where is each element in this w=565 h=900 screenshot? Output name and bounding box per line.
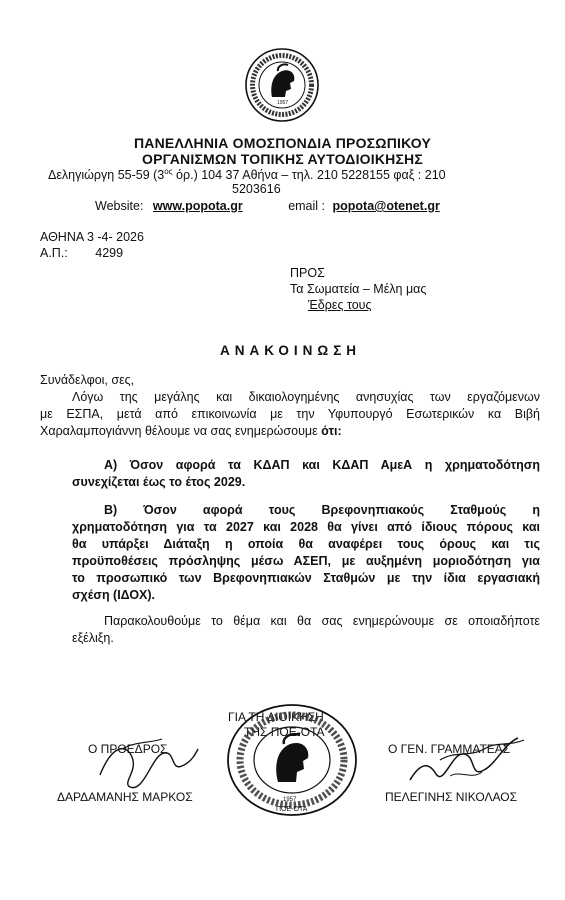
website-link[interactable]: www.popota.gr [152,199,243,213]
org-name-line1: ΠΑΝΕΛΛΗΝΙΑ ΟΜΟΣΠΟΝΔΙΑ ΠΡΟΣΩΠΙΚΟΥ [133,135,432,151]
greeting: Συνάδελφοι, σες, [40,373,135,387]
president-signature [92,735,202,795]
contact-line [95,199,440,213]
stamp-year: 1957 [283,797,297,803]
point-b-line2: χρηματοδότηση για τα 2027 και 2028 θα γίνει από ίδιους πόρους και [72,520,540,534]
stamp-short-name: ΠΟΕ-ΟΤΑ [276,806,308,813]
president-title: Ο ΠΡΟΕΔΡΟΣ [88,742,168,756]
reference-number: Α.Π.: 4299 [40,246,124,260]
address-fax-continued: 5203616 [232,182,281,196]
recipient-to: ΠΡΟΣ [290,266,325,280]
point-b-line6: σχέση (ΙΔΟΧ). [72,588,156,602]
email-label: email : [288,199,326,213]
closing-line1: Παρακολουθούμε το θέμα και θα σας ενημερώνουμε σε οποιαδήποτε [104,614,540,628]
intro-line1: Λόγω της μεγάλης και δικαιολογημένης ανησυχίας των εργαζόμενων [72,390,540,404]
recipient-line1: Τα Σωματεία – Μέλη μας [290,282,427,296]
intro-line3: Χαραλαμπογιάννη θέλουμε να σας ενημερώσουμε ότι: [40,424,342,438]
website-label: Website: [95,199,144,213]
point-b-line1: Β) Όσον αφορά τους Βρεφονηπιακούς Σταθμούς η [104,503,540,517]
point-b-line4: προϋποθέσεις πρόσληψης μέσω ΑΣΕΠ, με αυξημένη μοριοδότηση για [72,554,540,568]
point-b-line5: το προσωπικό των Βρεφονηπιακών Σταθμών με την ίδια εργασιακή [72,571,540,585]
federation-seal [244,47,320,123]
org-name-line2: ΟΡΓΑΝΙΣΜΩΝ ΤΟΠΙΚΗΣ ΑΥΤΟΔΙΟΙΚΗΣΗΣ [142,151,423,167]
announcement-title: ΑΝΑΚΟΙΝΩΣΗ [220,343,362,358]
board-line2: ΤΗΣ ΠΟΕ-ΟΤΑ [244,725,325,739]
point-b-line3: θα υπάρξει Διάταξη η οποία θα αναφέρει τους όρους και τις [72,537,540,551]
intro-line2: με ΕΣΠΑ, μετά από επικοινωνία με την Υφυπουργό Εσωτερικών κα Βιβή [40,407,540,421]
point-a-line1: Α) Όσον αφορά τα ΚΔΑΠ και ΚΔΑΠ ΑμεΑ η χρηματοδότηση [104,458,540,472]
secretary-name: ΠΕΛΕΓΙΝΗΣ ΝΙΚΟΛΑΟΣ [385,790,517,804]
closing-line2: εξέλιξη. [72,631,114,645]
secretary-signature [400,730,530,796]
point-a-line2: συνεχίζεται έως το έτος 2029. [72,475,246,489]
seal-year: 1957 [277,100,289,106]
address-line: Δεληγιώργη 55-59 ($3^{o\varsigma}$ όρ.) 104 37 Αθήνα – τηλ. 210 5228155 φαξ : 210 [48,167,446,183]
document-date: ΑΘΗΝΑ 3 -4- 2026 [40,230,144,244]
recipient-line2: Έδρες τους [308,298,372,312]
secretary-title: Ο ΓΕΝ. ΓΡΑΜΜΑΤΕΑΣ [388,742,511,756]
president-name: ΔΑΡΔΑΜΑΝΗΣ ΜΑΡΚΟΣ [57,790,193,804]
email-link[interactable]: popota@otenet.gr [332,199,440,213]
board-line1: ΓΙΑ ΤΗ ΔΙΟΙΚΗΣΗ [228,710,324,724]
